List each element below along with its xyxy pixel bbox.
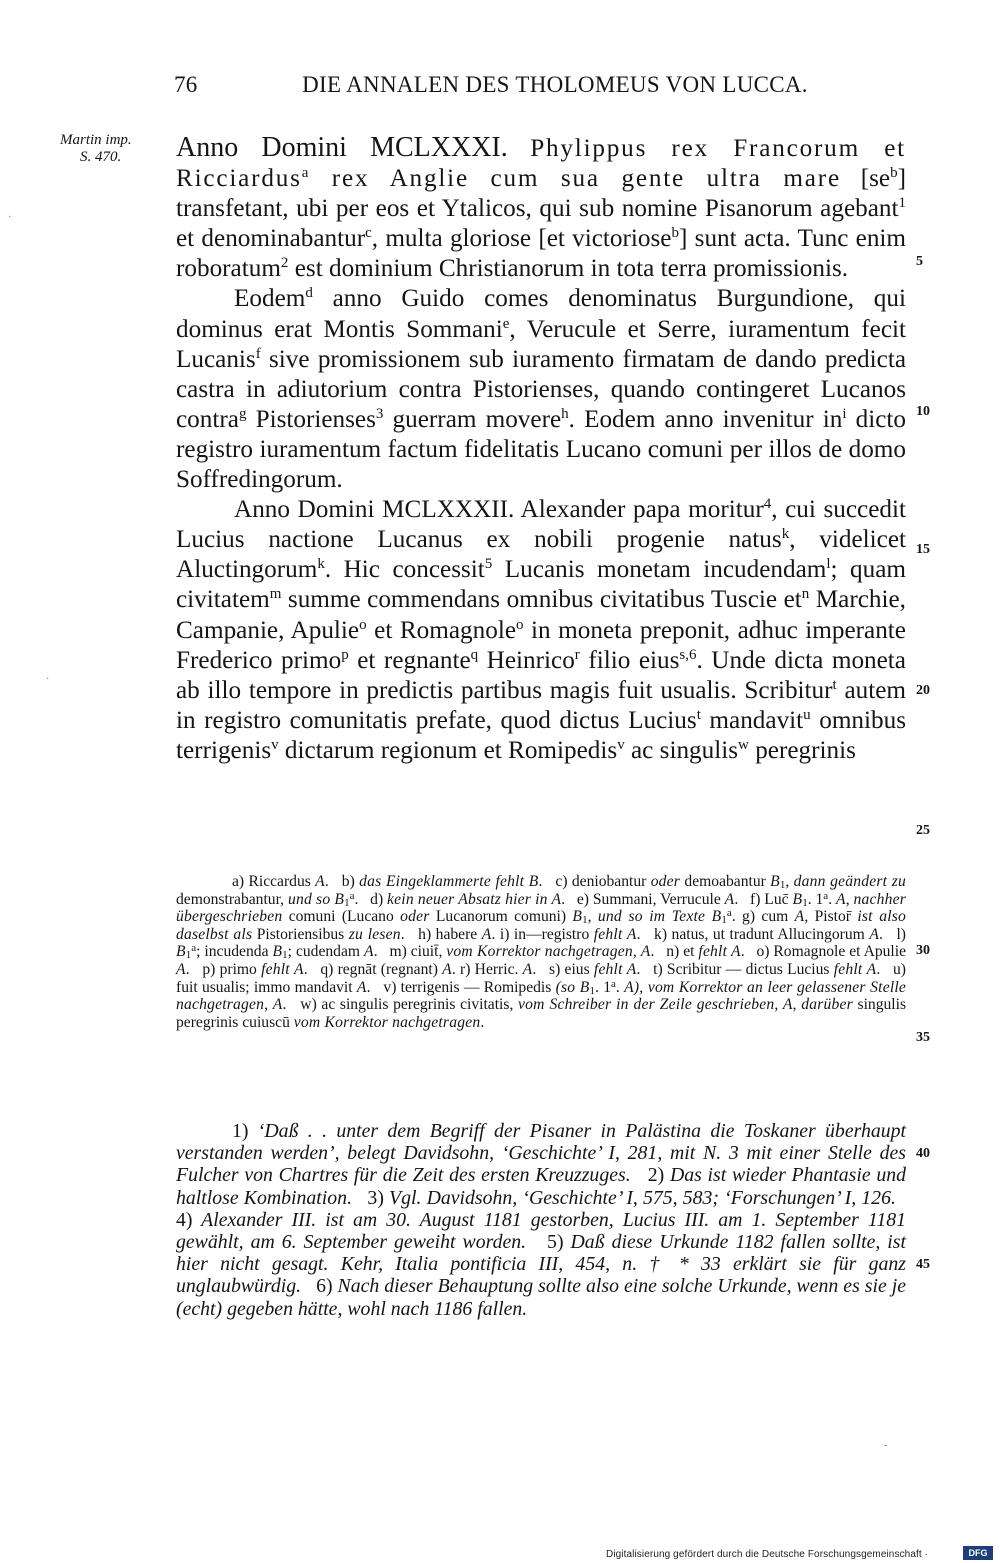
paragraph-1182: Anno Domini MCLXXXII. Alexander papa moritur$^4$, cui succedit Lucius nactione Lucanus ex nobili progenie natus$^k$, videlicet Aluctingorum$^k$. Hic concessit$^5$ Lucanis monetam incudendam$^l$; quam civitatem$^m$ summe commendans omnibus civitatibus Tuscie $et^n$ Marchie, Campanie, Apulie$^o$ et Romagnole$^o$ in moneta preponit, adhuc imperante Frederico primo$^p$ et regnante$^q$ Heinrico$^r$ filio eius$^{s,6}$. Unde dicta moneta ab illo tempore in predictis partibus magis fuit usualis. Scribitur$^t$ autem in registro comunitatis prefate, quod dictus Lucius$^t$ mandavit$^u$ omnibus terrigenis$^v$ dictarum regionum et Romipedis$^v$ ac singulis$^w$ peregrinis	[176, 496, 907, 764]
editor-notes: 1) ‘Daß . . unter dem Begriff der Pisaner in Palästina die Toskaner überhaupt verstanden werden’, belegt Davidsohn, ‘Geschichte’ I, 281, mit N. 3 mit einer Stelle des Fulcher von Chartres für die Zeit des ersten Kreuzzuges. 2) Das ist wieder Phantasie und haltlose Kombination. 3) Vgl. Davidsohn, ‘Geschichte’ I, 575, 583; ‘Forschungen’ I, 126. 4) Alexander III. ist am 30. August 1181 gestorben, Lucius III. am 1. September 1181 gewählt, am 6. September geweiht worden. 5) Daß diese Urkunde 1182 fallen sollte, ist hier nicht gesagt. Kehr, Italia pontificia III, 454, n. † * 33 erklärt sie für ganz unglaubwürdig. 6) Nach dieser Behauptung sollte also eine solche Urkunde, wenn es sie je (echt) gegeben hätte, wohl nach 1186 fallen.	[176, 1120, 906, 1320]
marginal-source-note	[60, 132, 170, 166]
marginal-note-line-1: Martin imp.	[60, 132, 132, 148]
line-number-40: 40	[916, 1146, 930, 1161]
line-number-15: 15	[916, 542, 930, 557]
critical-apparatus: a) Riccardus A. b) das Eingeklammerte fehlt B. c) deniobantur oder demoabantur $B_1$, dann geändert zu demonstrabantur, und so $B_1^a$. d) kein neuer Absatz hier in A. e) Summani, Verrucule A. f) Luc̄ $B_1$. 1$^a$. A, nachher übergeschrieben comuni (Lucano oder Lucanorum comuni) $B_1$, und so im Texte $B_1^a$. g) cum A, Pistor̄ ist also daselbst als Pistoriensibus zu lesen. h) habere A. i) in—registro fehlt A. k) natus, ut tradunt Allucingorum A. l) $B_1^a$; incudenda $B_1$; cudendam A. m) ciuit̄, vom Korrektor nachgetragen, A. n) et fehlt A. o) Romagnole et Apulie A. p) primo fehlt A. q) regnāt (regnant) A. r) Herric. A. s) eius fehlt A. t) Scribitur — dictus Lucius fehlt A. u) fuit usualis; immo mandavit A. v) terrigenis — Romipedis (so $B_1$. 1$^a$. A), vom Korrektor an leer gelassener Stelle nachgetragen, A. w) ac singulis peregrinis civitatis, vom Schreiber in der Zeile geschrieben, A, darüber singulis peregrinis cuiuscū vom Korrektor nachgetragen.	[176, 873, 907, 1031]
paragraph-1181: Anno Domini MCLXXXI. Phylippus rex Francorum et Ricciardus$^a$ rex Anglie cum sua gente ultra mare $[se^b]$ transfetant, ubi per eos et Ytalicos, qui sub nomine Pisanorum agebant$^1$ et denominabantur$^c$, multa gloriose [et victoriose$^b$] sunt acta. Tunc enim roboratum$^2$ est dominium Christianorum in tota terra promissionis.	[176, 132, 906, 283]
line-number-5: 5	[916, 254, 923, 269]
line-number-45: 45	[916, 1257, 930, 1272]
scan-speck: -	[884, 1440, 888, 1451]
paragraph-guido: Eodem$^d$ anno Guido comes denominatus Burgundione, qui dominus erat Montis Sommani$^e$, Verucule et Serre, iuramentum fecit Lucanis$^f$ sive promissionem sub iuramento firmatam de dando predicta castra in adiutorium contra Pistorienses, quando contingeret Lucanos contra$^g$ Pistorienses$^3$ guerram movere$^h$. Eodem anno invenitur $in^i$ dicto registro iuramentum factum fidelitatis Lucano comuni per illos de domo Soffredingorum.	[176, 285, 906, 494]
main-text	[176, 133, 906, 766]
scan-speck: ·	[8, 212, 12, 223]
line-number-25: 25	[916, 823, 930, 838]
line-number-20: 20	[916, 683, 930, 698]
dfg-logo: DFG	[963, 1546, 993, 1560]
line-number-35: 35	[916, 1030, 930, 1045]
digitization-credit: Digitalisierung gefördert durch die Deutsche Forschungsgemeinschaft ·	[606, 1549, 929, 1560]
line-number-10: 10	[916, 404, 930, 419]
line-number-30: 30	[916, 943, 930, 958]
scan-speck: ·	[46, 674, 50, 685]
running-header	[172, 72, 908, 106]
marginal-note-line-2: S. 470.	[80, 149, 122, 165]
running-title: DIE ANNALEN DES THOLOMEUS VON LUCCA.	[302, 72, 808, 97]
page-number: 76	[174, 72, 198, 97]
